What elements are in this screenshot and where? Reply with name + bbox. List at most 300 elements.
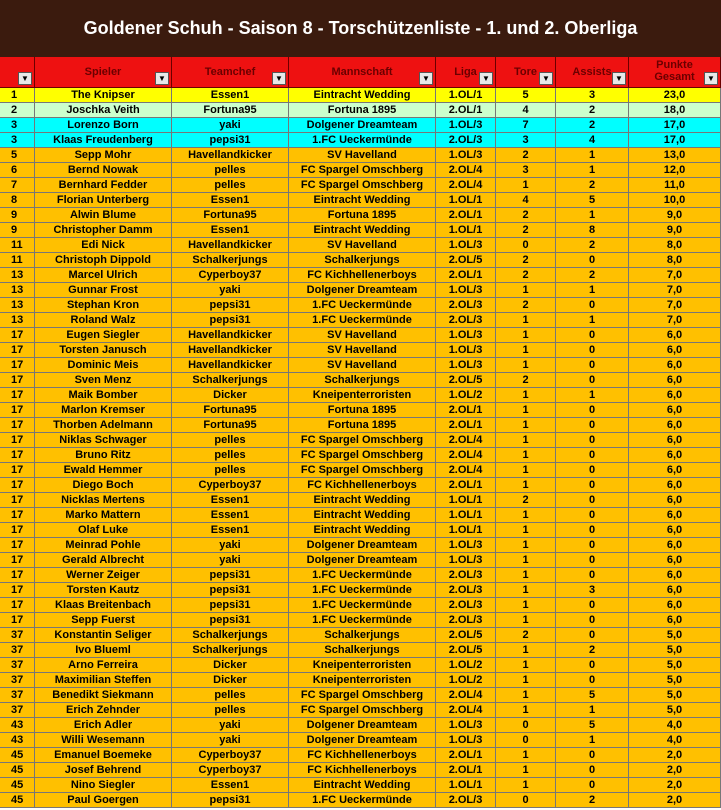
mannschaft-cell[interactable]: Eintracht Wedding <box>289 523 436 538</box>
rank-cell[interactable]: 17 <box>0 463 35 478</box>
rank-cell[interactable]: 8 <box>0 193 35 208</box>
teamchef-cell[interactable]: Essen1 <box>172 778 289 793</box>
spieler-cell[interactable]: Klaas Breitenbach <box>35 598 172 613</box>
liga-cell[interactable]: 1.OL/1 <box>436 223 496 238</box>
teamchef-cell[interactable]: Cyperboy37 <box>172 763 289 778</box>
teamchef-cell[interactable]: pelles <box>172 163 289 178</box>
tore-cell[interactable]: 2 <box>496 493 556 508</box>
teamchef-cell[interactable]: yaki <box>172 118 289 133</box>
punkte-cell[interactable]: 7,0 <box>629 298 721 313</box>
assists-cell[interactable]: 4 <box>556 133 629 148</box>
rank-cell[interactable]: 9 <box>0 223 35 238</box>
spieler-cell[interactable]: Emanuel Boemeke <box>35 748 172 763</box>
rank-cell[interactable]: 2 <box>0 103 35 118</box>
rank-cell[interactable]: 17 <box>0 448 35 463</box>
tore-cell[interactable]: 1 <box>496 328 556 343</box>
tore-cell[interactable]: 1 <box>496 778 556 793</box>
spieler-cell[interactable]: Arno Ferreira <box>35 658 172 673</box>
mannschaft-cell[interactable]: Dolgener Dreamteam <box>289 553 436 568</box>
rank-cell[interactable]: 45 <box>0 763 35 778</box>
teamchef-cell[interactable]: pepsi31 <box>172 313 289 328</box>
teamchef-cell[interactable]: Cyperboy37 <box>172 748 289 763</box>
punkte-cell[interactable]: 12,0 <box>629 163 721 178</box>
liga-cell[interactable]: 1.OL/3 <box>436 538 496 553</box>
rank-cell[interactable]: 17 <box>0 328 35 343</box>
punkte-cell[interactable]: 13,0 <box>629 148 721 163</box>
assists-cell[interactable]: 0 <box>556 523 629 538</box>
liga-cell[interactable]: 2.OL/1 <box>436 748 496 763</box>
liga-cell[interactable]: 2.OL/1 <box>436 208 496 223</box>
spieler-cell[interactable]: Josef Behrend <box>35 763 172 778</box>
liga-cell[interactable]: 2.OL/4 <box>436 178 496 193</box>
punkte-cell[interactable]: 2,0 <box>629 763 721 778</box>
punkte-cell[interactable]: 5,0 <box>629 658 721 673</box>
mannschaft-cell[interactable]: Dolgener Dreamteam <box>289 733 436 748</box>
teamchef-cell[interactable]: Havellandkicker <box>172 328 289 343</box>
mannschaft-cell[interactable]: Kneipenterroristen <box>289 673 436 688</box>
assists-cell[interactable]: 1 <box>556 388 629 403</box>
teamchef-cell[interactable]: Cyperboy37 <box>172 478 289 493</box>
liga-cell[interactable]: 2.OL/4 <box>436 433 496 448</box>
spieler-cell[interactable]: Torsten Janusch <box>35 343 172 358</box>
punkte-cell[interactable]: 6,0 <box>629 508 721 523</box>
spieler-cell[interactable]: Niklas Schwager <box>35 433 172 448</box>
liga-cell[interactable]: 1.OL/1 <box>436 193 496 208</box>
mannschaft-cell[interactable]: FC Kichhellenerboys <box>289 268 436 283</box>
mannschaft-cell[interactable]: Schalkerjungs <box>289 628 436 643</box>
tore-cell[interactable]: 1 <box>496 643 556 658</box>
teamchef-cell[interactable]: Essen1 <box>172 493 289 508</box>
rank-cell[interactable]: 43 <box>0 718 35 733</box>
teamchef-cell[interactable]: Cyperboy37 <box>172 268 289 283</box>
punkte-cell[interactable]: 5,0 <box>629 673 721 688</box>
punkte-cell[interactable]: 6,0 <box>629 463 721 478</box>
teamchef-cell[interactable]: pepsi31 <box>172 133 289 148</box>
teamchef-cell[interactable]: Fortuna95 <box>172 208 289 223</box>
tore-cell[interactable]: 2 <box>496 148 556 163</box>
mannschaft-cell[interactable]: Schalkerjungs <box>289 253 436 268</box>
assists-cell[interactable]: 0 <box>556 403 629 418</box>
liga-cell[interactable]: 1.OL/3 <box>436 343 496 358</box>
rank-cell[interactable]: 11 <box>0 253 35 268</box>
rank-cell[interactable]: 45 <box>0 778 35 793</box>
tore-cell[interactable]: 1 <box>496 748 556 763</box>
liga-cell[interactable]: 2.OL/1 <box>436 763 496 778</box>
teamchef-cell[interactable]: Dicker <box>172 388 289 403</box>
teamchef-cell[interactable]: yaki <box>172 718 289 733</box>
teamchef-cell[interactable]: yaki <box>172 538 289 553</box>
liga-cell[interactable]: 1.OL/1 <box>436 493 496 508</box>
mannschaft-cell[interactable]: Eintracht Wedding <box>289 778 436 793</box>
punkte-cell[interactable]: 2,0 <box>629 778 721 793</box>
tore-cell[interactable]: 2 <box>496 268 556 283</box>
assists-cell[interactable]: 0 <box>556 373 629 388</box>
liga-cell[interactable]: 2.OL/4 <box>436 703 496 718</box>
spieler-cell[interactable]: Olaf Luke <box>35 523 172 538</box>
punkte-cell[interactable]: 2,0 <box>629 793 721 808</box>
liga-cell[interactable]: 2.OL/5 <box>436 643 496 658</box>
tore-cell[interactable]: 2 <box>496 253 556 268</box>
assists-cell[interactable]: 0 <box>556 763 629 778</box>
tore-cell[interactable]: 1 <box>496 283 556 298</box>
mannschaft-cell[interactable]: 1.FC Ueckermünde <box>289 313 436 328</box>
teamchef-cell[interactable]: pepsi31 <box>172 598 289 613</box>
spieler-cell[interactable]: Roland Walz <box>35 313 172 328</box>
assists-cell[interactable]: 0 <box>556 568 629 583</box>
assists-cell[interactable]: 0 <box>556 328 629 343</box>
tore-cell[interactable]: 1 <box>496 598 556 613</box>
tore-cell[interactable]: 3 <box>496 133 556 148</box>
rank-cell[interactable]: 43 <box>0 733 35 748</box>
rank-cell[interactable]: 17 <box>0 433 35 448</box>
teamchef-cell[interactable]: Fortuna95 <box>172 403 289 418</box>
assists-cell[interactable]: 0 <box>556 433 629 448</box>
tore-cell[interactable]: 1 <box>496 463 556 478</box>
punkte-cell[interactable]: 5,0 <box>629 703 721 718</box>
spieler-cell[interactable]: Paul Goergen <box>35 793 172 808</box>
rank-cell[interactable]: 13 <box>0 268 35 283</box>
rank-cell[interactable]: 37 <box>0 703 35 718</box>
spieler-cell[interactable]: Nino Siegler <box>35 778 172 793</box>
tore-cell[interactable]: 4 <box>496 103 556 118</box>
rank-cell[interactable]: 5 <box>0 148 35 163</box>
spieler-cell[interactable]: Torsten Kautz <box>35 583 172 598</box>
teamchef-cell[interactable]: yaki <box>172 553 289 568</box>
mannschaft-cell[interactable]: Eintracht Wedding <box>289 508 436 523</box>
liga-cell[interactable]: 2.OL/3 <box>436 583 496 598</box>
assists-cell[interactable]: 0 <box>556 508 629 523</box>
rank-cell[interactable]: 37 <box>0 658 35 673</box>
tore-cell[interactable]: 5 <box>496 88 556 103</box>
assists-cell[interactable]: 0 <box>556 493 629 508</box>
rank-cell[interactable]: 45 <box>0 748 35 763</box>
mannschaft-cell[interactable]: Eintracht Wedding <box>289 88 436 103</box>
assists-cell[interactable]: 0 <box>556 478 629 493</box>
mannschaft-cell[interactable]: 1.FC Ueckermünde <box>289 298 436 313</box>
spieler-cell[interactable]: The Knipser <box>35 88 172 103</box>
assists-cell[interactable]: 0 <box>556 463 629 478</box>
spieler-cell[interactable]: Bernd Nowak <box>35 163 172 178</box>
triangle-down-icon[interactable]: ▼ <box>155 72 169 85</box>
tore-cell[interactable]: 1 <box>496 478 556 493</box>
spieler-cell[interactable]: Stephan Kron <box>35 298 172 313</box>
teamchef-cell[interactable]: pepsi31 <box>172 613 289 628</box>
rank-cell[interactable]: 37 <box>0 643 35 658</box>
liga-cell[interactable]: 1.OL/3 <box>436 148 496 163</box>
mannschaft-cell[interactable]: FC Spargel Omschberg <box>289 163 436 178</box>
rank-cell[interactable]: 13 <box>0 283 35 298</box>
mannschaft-cell[interactable]: Fortuna 1895 <box>289 418 436 433</box>
spieler-cell[interactable]: Alwin Blume <box>35 208 172 223</box>
rank-cell[interactable]: 17 <box>0 418 35 433</box>
mannschaft-cell[interactable]: Eintracht Wedding <box>289 193 436 208</box>
mannschaft-cell[interactable]: FC Spargel Omschberg <box>289 448 436 463</box>
triangle-down-icon[interactable]: ▼ <box>479 72 493 85</box>
assists-cell[interactable]: 5 <box>556 718 629 733</box>
mannschaft-cell[interactable]: SV Havelland <box>289 358 436 373</box>
punkte-cell[interactable]: 6,0 <box>629 613 721 628</box>
assists-cell[interactable]: 1 <box>556 208 629 223</box>
spieler-cell[interactable]: Marcel Ulrich <box>35 268 172 283</box>
punkte-cell[interactable]: 6,0 <box>629 493 721 508</box>
rank-cell[interactable]: 9 <box>0 208 35 223</box>
tore-cell[interactable]: 1 <box>496 613 556 628</box>
rank-cell[interactable]: 17 <box>0 373 35 388</box>
spieler-cell[interactable]: Erich Adler <box>35 718 172 733</box>
teamchef-cell[interactable]: pepsi31 <box>172 298 289 313</box>
mannschaft-cell[interactable]: FC Spargel Omschberg <box>289 178 436 193</box>
spieler-cell[interactable]: Willi Wesemann <box>35 733 172 748</box>
spieler-cell[interactable]: Diego Boch <box>35 478 172 493</box>
spieler-cell[interactable]: Nicklas Mertens <box>35 493 172 508</box>
mannschaft-cell[interactable]: Schalkerjungs <box>289 373 436 388</box>
teamchef-cell[interactable]: Essen1 <box>172 508 289 523</box>
mannschaft-cell[interactable]: FC Spargel Omschberg <box>289 433 436 448</box>
spieler-cell[interactable]: Gerald Albrecht <box>35 553 172 568</box>
teamchef-cell[interactable]: pelles <box>172 703 289 718</box>
mannschaft-cell[interactable]: FC Kichhellenerboys <box>289 763 436 778</box>
rank-cell[interactable]: 45 <box>0 793 35 808</box>
liga-cell[interactable]: 2.OL/1 <box>436 403 496 418</box>
assists-cell[interactable]: 2 <box>556 268 629 283</box>
teamchef-cell[interactable]: yaki <box>172 733 289 748</box>
tore-cell[interactable]: 0 <box>496 733 556 748</box>
spieler-cell[interactable]: Konstantin Seliger <box>35 628 172 643</box>
punkte-cell[interactable]: 6,0 <box>629 418 721 433</box>
assists-cell[interactable]: 8 <box>556 223 629 238</box>
spieler-cell[interactable]: Lorenzo Born <box>35 118 172 133</box>
rank-cell[interactable]: 37 <box>0 673 35 688</box>
mannschaft-cell[interactable]: Eintracht Wedding <box>289 223 436 238</box>
tore-cell[interactable]: 1 <box>496 313 556 328</box>
liga-cell[interactable]: 2.OL/3 <box>436 568 496 583</box>
spieler-cell[interactable]: Marko Mattern <box>35 508 172 523</box>
liga-cell[interactable]: 2.OL/5 <box>436 373 496 388</box>
spieler-cell[interactable]: Christoph Dippold <box>35 253 172 268</box>
spieler-cell[interactable]: Sven Menz <box>35 373 172 388</box>
spieler-cell[interactable]: Werner Zeiger <box>35 568 172 583</box>
liga-cell[interactable]: 1.OL/1 <box>436 778 496 793</box>
teamchef-cell[interactable]: Schalkerjungs <box>172 373 289 388</box>
rank-cell[interactable]: 17 <box>0 388 35 403</box>
assists-cell[interactable]: 1 <box>556 313 629 328</box>
assists-cell[interactable]: 5 <box>556 193 629 208</box>
assists-cell[interactable]: 2 <box>556 178 629 193</box>
assists-cell[interactable]: 0 <box>556 658 629 673</box>
tore-cell[interactable]: 1 <box>496 448 556 463</box>
rank-cell[interactable]: 6 <box>0 163 35 178</box>
punkte-cell[interactable]: 7,0 <box>629 283 721 298</box>
assists-cell[interactable]: 1 <box>556 283 629 298</box>
tore-cell[interactable]: 1 <box>496 388 556 403</box>
spieler-cell[interactable]: Meinrad Pohle <box>35 538 172 553</box>
tore-cell[interactable]: 2 <box>496 628 556 643</box>
tore-cell[interactable]: 7 <box>496 118 556 133</box>
mannschaft-cell[interactable]: FC Spargel Omschberg <box>289 463 436 478</box>
assists-cell[interactable]: 1 <box>556 148 629 163</box>
punkte-cell[interactable]: 6,0 <box>629 568 721 583</box>
spieler-cell[interactable]: Florian Unterberg <box>35 193 172 208</box>
teamchef-cell[interactable]: yaki <box>172 283 289 298</box>
liga-cell[interactable]: 1.OL/3 <box>436 718 496 733</box>
mannschaft-cell[interactable]: 1.FC Ueckermünde <box>289 598 436 613</box>
tore-cell[interactable]: 1 <box>496 523 556 538</box>
teamchef-cell[interactable]: Dicker <box>172 658 289 673</box>
liga-cell[interactable]: 2.OL/1 <box>436 103 496 118</box>
punkte-cell[interactable]: 6,0 <box>629 598 721 613</box>
rank-cell[interactable]: 7 <box>0 178 35 193</box>
teamchef-cell[interactable]: pepsi31 <box>172 568 289 583</box>
punkte-cell[interactable]: 17,0 <box>629 133 721 148</box>
triangle-down-icon[interactable]: ▼ <box>539 72 553 85</box>
rank-cell[interactable]: 37 <box>0 628 35 643</box>
punkte-cell[interactable]: 6,0 <box>629 478 721 493</box>
liga-cell[interactable]: 1.OL/1 <box>436 508 496 523</box>
punkte-cell[interactable]: 6,0 <box>629 583 721 598</box>
punkte-cell[interactable]: 5,0 <box>629 643 721 658</box>
mannschaft-cell[interactable]: Fortuna 1895 <box>289 208 436 223</box>
spieler-cell[interactable]: Ivo Blueml <box>35 643 172 658</box>
liga-cell[interactable]: 2.OL/5 <box>436 253 496 268</box>
assists-cell[interactable]: 0 <box>556 628 629 643</box>
liga-cell[interactable]: 2.OL/3 <box>436 613 496 628</box>
assists-cell[interactable]: 1 <box>556 733 629 748</box>
liga-cell[interactable]: 1.OL/3 <box>436 358 496 373</box>
teamchef-cell[interactable]: Essen1 <box>172 88 289 103</box>
mannschaft-cell[interactable]: SV Havelland <box>289 343 436 358</box>
liga-cell[interactable]: 2.OL/4 <box>436 463 496 478</box>
punkte-cell[interactable]: 6,0 <box>629 343 721 358</box>
punkte-cell[interactable]: 11,0 <box>629 178 721 193</box>
tore-cell[interactable]: 1 <box>496 433 556 448</box>
liga-cell[interactable]: 1.OL/2 <box>436 658 496 673</box>
mannschaft-cell[interactable]: Dolgener Dreamteam <box>289 718 436 733</box>
tore-cell[interactable]: 1 <box>496 763 556 778</box>
rank-cell[interactable]: 17 <box>0 598 35 613</box>
mannschaft-cell[interactable]: 1.FC Ueckermünde <box>289 568 436 583</box>
rank-cell[interactable]: 3 <box>0 118 35 133</box>
assists-cell[interactable]: 0 <box>556 553 629 568</box>
tore-cell[interactable]: 2 <box>496 373 556 388</box>
mannschaft-cell[interactable]: FC Kichhellenerboys <box>289 478 436 493</box>
assists-cell[interactable]: 1 <box>556 703 629 718</box>
punkte-cell[interactable]: 23,0 <box>629 88 721 103</box>
triangle-down-icon[interactable]: ▼ <box>419 72 433 85</box>
spieler-cell[interactable]: Maximilian Steffen <box>35 673 172 688</box>
punkte-cell[interactable]: 2,0 <box>629 748 721 763</box>
punkte-cell[interactable]: 5,0 <box>629 688 721 703</box>
teamchef-cell[interactable]: Schalkerjungs <box>172 253 289 268</box>
tore-cell[interactable]: 3 <box>496 163 556 178</box>
teamchef-cell[interactable]: pelles <box>172 448 289 463</box>
liga-cell[interactable]: 2.OL/4 <box>436 448 496 463</box>
punkte-cell[interactable]: 4,0 <box>629 733 721 748</box>
tore-cell[interactable]: 2 <box>496 208 556 223</box>
tore-cell[interactable]: 1 <box>496 658 556 673</box>
punkte-cell[interactable]: 8,0 <box>629 238 721 253</box>
mannschaft-cell[interactable]: Kneipenterroristen <box>289 658 436 673</box>
liga-cell[interactable]: 1.OL/3 <box>436 118 496 133</box>
rank-cell[interactable]: 17 <box>0 553 35 568</box>
mannschaft-cell[interactable]: Kneipenterroristen <box>289 388 436 403</box>
liga-cell[interactable]: 1.OL/2 <box>436 388 496 403</box>
spieler-cell[interactable]: Ewald Hemmer <box>35 463 172 478</box>
punkte-cell[interactable]: 6,0 <box>629 553 721 568</box>
liga-cell[interactable]: 2.OL/5 <box>436 628 496 643</box>
assists-cell[interactable]: 0 <box>556 748 629 763</box>
mannschaft-cell[interactable]: 1.FC Ueckermünde <box>289 133 436 148</box>
assists-cell[interactable]: 5 <box>556 688 629 703</box>
liga-cell[interactable]: 2.OL/4 <box>436 688 496 703</box>
rank-cell[interactable]: 17 <box>0 523 35 538</box>
liga-cell[interactable]: 1.OL/3 <box>436 283 496 298</box>
punkte-cell[interactable]: 6,0 <box>629 523 721 538</box>
punkte-cell[interactable]: 6,0 <box>629 373 721 388</box>
tore-cell[interactable]: 0 <box>496 793 556 808</box>
spieler-cell[interactable]: Edi Nick <box>35 238 172 253</box>
assists-cell[interactable]: 3 <box>556 88 629 103</box>
teamchef-cell[interactable]: pelles <box>172 433 289 448</box>
tore-cell[interactable]: 1 <box>496 538 556 553</box>
spieler-cell[interactable]: Thorben Adelmann <box>35 418 172 433</box>
assists-cell[interactable]: 2 <box>556 103 629 118</box>
spieler-cell[interactable]: Christopher Damm <box>35 223 172 238</box>
rank-cell[interactable]: 13 <box>0 298 35 313</box>
punkte-cell[interactable]: 6,0 <box>629 403 721 418</box>
assists-cell[interactable]: 0 <box>556 448 629 463</box>
teamchef-cell[interactable]: Dicker <box>172 673 289 688</box>
tore-cell[interactable]: 4 <box>496 193 556 208</box>
liga-cell[interactable]: 1.OL/3 <box>436 733 496 748</box>
liga-cell[interactable]: 1.OL/2 <box>436 673 496 688</box>
assists-cell[interactable]: 0 <box>556 298 629 313</box>
liga-cell[interactable]: 2.OL/3 <box>436 313 496 328</box>
liga-cell[interactable]: 1.OL/3 <box>436 238 496 253</box>
rank-cell[interactable]: 13 <box>0 313 35 328</box>
tore-cell[interactable]: 1 <box>496 403 556 418</box>
punkte-cell[interactable]: 6,0 <box>629 328 721 343</box>
mannschaft-cell[interactable]: Fortuna 1895 <box>289 103 436 118</box>
triangle-down-icon[interactable]: ▼ <box>18 72 32 85</box>
tore-cell[interactable]: 1 <box>496 703 556 718</box>
tore-cell[interactable]: 1 <box>496 343 556 358</box>
rank-cell[interactable]: 17 <box>0 613 35 628</box>
mannschaft-cell[interactable]: SV Havelland <box>289 148 436 163</box>
triangle-down-icon[interactable]: ▼ <box>612 72 626 85</box>
assists-cell[interactable]: 2 <box>556 238 629 253</box>
assists-cell[interactable]: 0 <box>556 343 629 358</box>
mannschaft-cell[interactable]: Eintracht Wedding <box>289 493 436 508</box>
assists-cell[interactable]: 2 <box>556 118 629 133</box>
liga-cell[interactable]: 2.OL/3 <box>436 298 496 313</box>
punkte-cell[interactable]: 5,0 <box>629 628 721 643</box>
tore-cell[interactable]: 2 <box>496 298 556 313</box>
tore-cell[interactable]: 1 <box>496 688 556 703</box>
tore-cell[interactable]: 1 <box>496 553 556 568</box>
teamchef-cell[interactable]: Havellandkicker <box>172 358 289 373</box>
liga-cell[interactable]: 1.OL/1 <box>436 88 496 103</box>
mannschaft-cell[interactable]: SV Havelland <box>289 238 436 253</box>
punkte-cell[interactable]: 7,0 <box>629 268 721 283</box>
spieler-cell[interactable]: Joschka Veith <box>35 103 172 118</box>
rank-cell[interactable]: 17 <box>0 478 35 493</box>
punkte-cell[interactable]: 6,0 <box>629 388 721 403</box>
punkte-cell[interactable]: 17,0 <box>629 118 721 133</box>
spieler-cell[interactable]: Maik Bomber <box>35 388 172 403</box>
teamchef-cell[interactable]: pepsi31 <box>172 793 289 808</box>
mannschaft-cell[interactable]: 1.FC Ueckermünde <box>289 583 436 598</box>
rank-cell[interactable]: 17 <box>0 358 35 373</box>
